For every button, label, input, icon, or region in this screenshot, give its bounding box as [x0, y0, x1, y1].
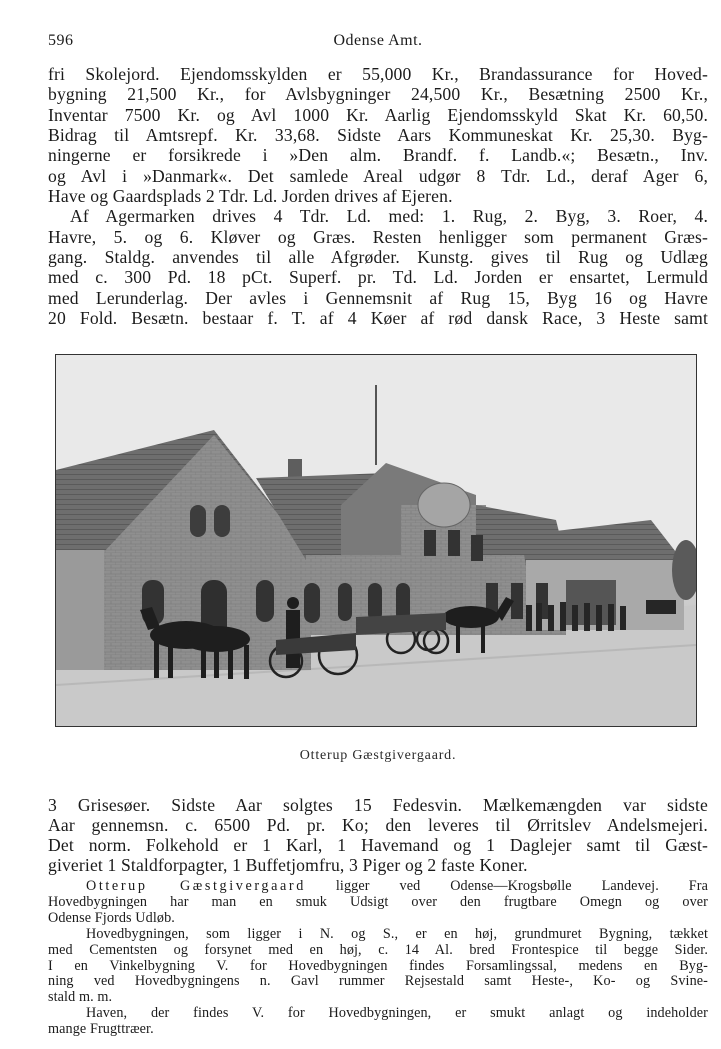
text-line: 3 Grisesøer. Sidste Aar solgtes 15 Fedesvin. Mælkemængden var sidste	[48, 795, 708, 815]
paragraph-property-values	[48, 64, 708, 206]
body-text-middle	[48, 795, 708, 875]
photo-illustration	[56, 355, 696, 726]
text-line: Haven, der findes V. for Hovedbygningen, er smukt anlagt og indeholder	[86, 1005, 708, 1022]
text-fragment: ligger ved Odense—Krogsbølle Landevej. Fra	[305, 878, 708, 894]
text-line: Hovedbygningen, som ligger i N. og S., er en høj, grundmuret Bygning, tækket	[86, 925, 708, 942]
text-line: fri Skolejord. Ejendomsskylden er 55,000 Kr., Brandassurance for Hoved-	[48, 64, 708, 84]
spaced-property-name: Otterup Gæstgivergaard	[86, 878, 306, 894]
text-line: bygning 21,500 Kr., for Avlsbygninger 24,500 Kr., Besætning 2500 Kr.,	[48, 84, 708, 105]
paragraph-main-building	[48, 927, 708, 1007]
text-line: giveriet 1 Staldforpagter, 1 Buffetjomfru, 3 Piger og 2 faste Koner.	[48, 855, 528, 876]
text-line: stald m. m.	[48, 989, 113, 1006]
page-number: 596	[48, 32, 74, 49]
text-line: Inventar 7500 Kr. og Avl 1000 Kr. Aarlig Ejendomsskyld Skat Kr. 60,50.	[48, 104, 708, 125]
text-line: Hovedbygningen har man en smuk Udsigt over den frugtbare Omegn og over	[48, 893, 708, 910]
text-line: ning ved Hovedbygningens n. Gavl rummer Rejsestald samt Heste-, Ko- og Svine-	[48, 973, 708, 990]
body-text-small	[48, 879, 708, 1038]
text-line: med c. 300 Pd. 18 pCt. Superf. pr. Td. Ld. Jorden er ensartet, Lermuld	[48, 267, 708, 288]
text-line: ningerne er forsikrede i »Den alm. Brandf. f. Landb.«; Besætn., Inv.	[48, 145, 708, 166]
text-line: mange Frugttræer.	[48, 1021, 154, 1038]
text-line: Have og Gaardsplads 2 Tdr. Ld. Jorden drives af Ejeren.	[48, 186, 453, 207]
inn-photograph	[55, 354, 697, 727]
page-header	[48, 30, 708, 52]
text-line: Havre, 5. og 6. Kløver og Græs. Resten henligger som permanent Græs-	[48, 226, 708, 247]
paragraph-garden	[48, 1006, 708, 1038]
text-line: I en Vinkelbygning V. for Hovedbygningen findes Forsamlingssal, medens en Byg-	[48, 957, 708, 974]
text-line: Af Agermarken drives 4 Tdr. Ld. med: 1. Rug, 2. Byg, 3. Roer, 4.	[70, 206, 708, 227]
text-line: med Lerunderlag. Der avles i Gennemsnit af Rug 15, Byg 16 og Havre	[48, 287, 708, 308]
paragraph-livestock-staff	[48, 795, 708, 875]
text-line: Odense Fjords Udløb.	[48, 909, 175, 926]
text-line: Aar gennemsn. c. 6500 Pd. pr. Ko; den leveres til Ørritslev Andelsmejeri.	[48, 815, 708, 836]
text-line: med Cementsten og forsynet med en høj, c. 14 Al. bred Frontespice til begge Sider.	[48, 941, 708, 958]
text-line: Det norm. Folkehold er 1 Karl, 1 Havemand og 1 Daglejer samt til Gæst-	[48, 835, 708, 856]
text-line: 20 Fold. Besætn. bestaar f. T. af 4 Køer af rød dansk Race, 3 Heste samt	[48, 308, 708, 329]
paragraph-location	[48, 879, 708, 927]
text-line: Bidrag til Amtsrepf. Kr. 33,68. Sidste Aars Kommuneskat Kr. 25,30. Byg-	[48, 125, 708, 146]
figure-caption: Otterup Gæstgivergaard.	[299, 748, 457, 763]
body-text-top	[48, 64, 708, 328]
text-line: gang. Staldg. anvendes til alle Afgrøder. Kunstg. gives til Rug og Udlæg	[48, 247, 708, 268]
text-line	[48, 879, 708, 895]
running-title: Odense Amt.	[333, 32, 423, 49]
paragraph-crop-rotation	[48, 206, 708, 328]
text-line: og Avl i »Danmark«. Det samlede Areal udgør 8 Tdr. Ld., deraf Ager 6,	[48, 165, 708, 186]
